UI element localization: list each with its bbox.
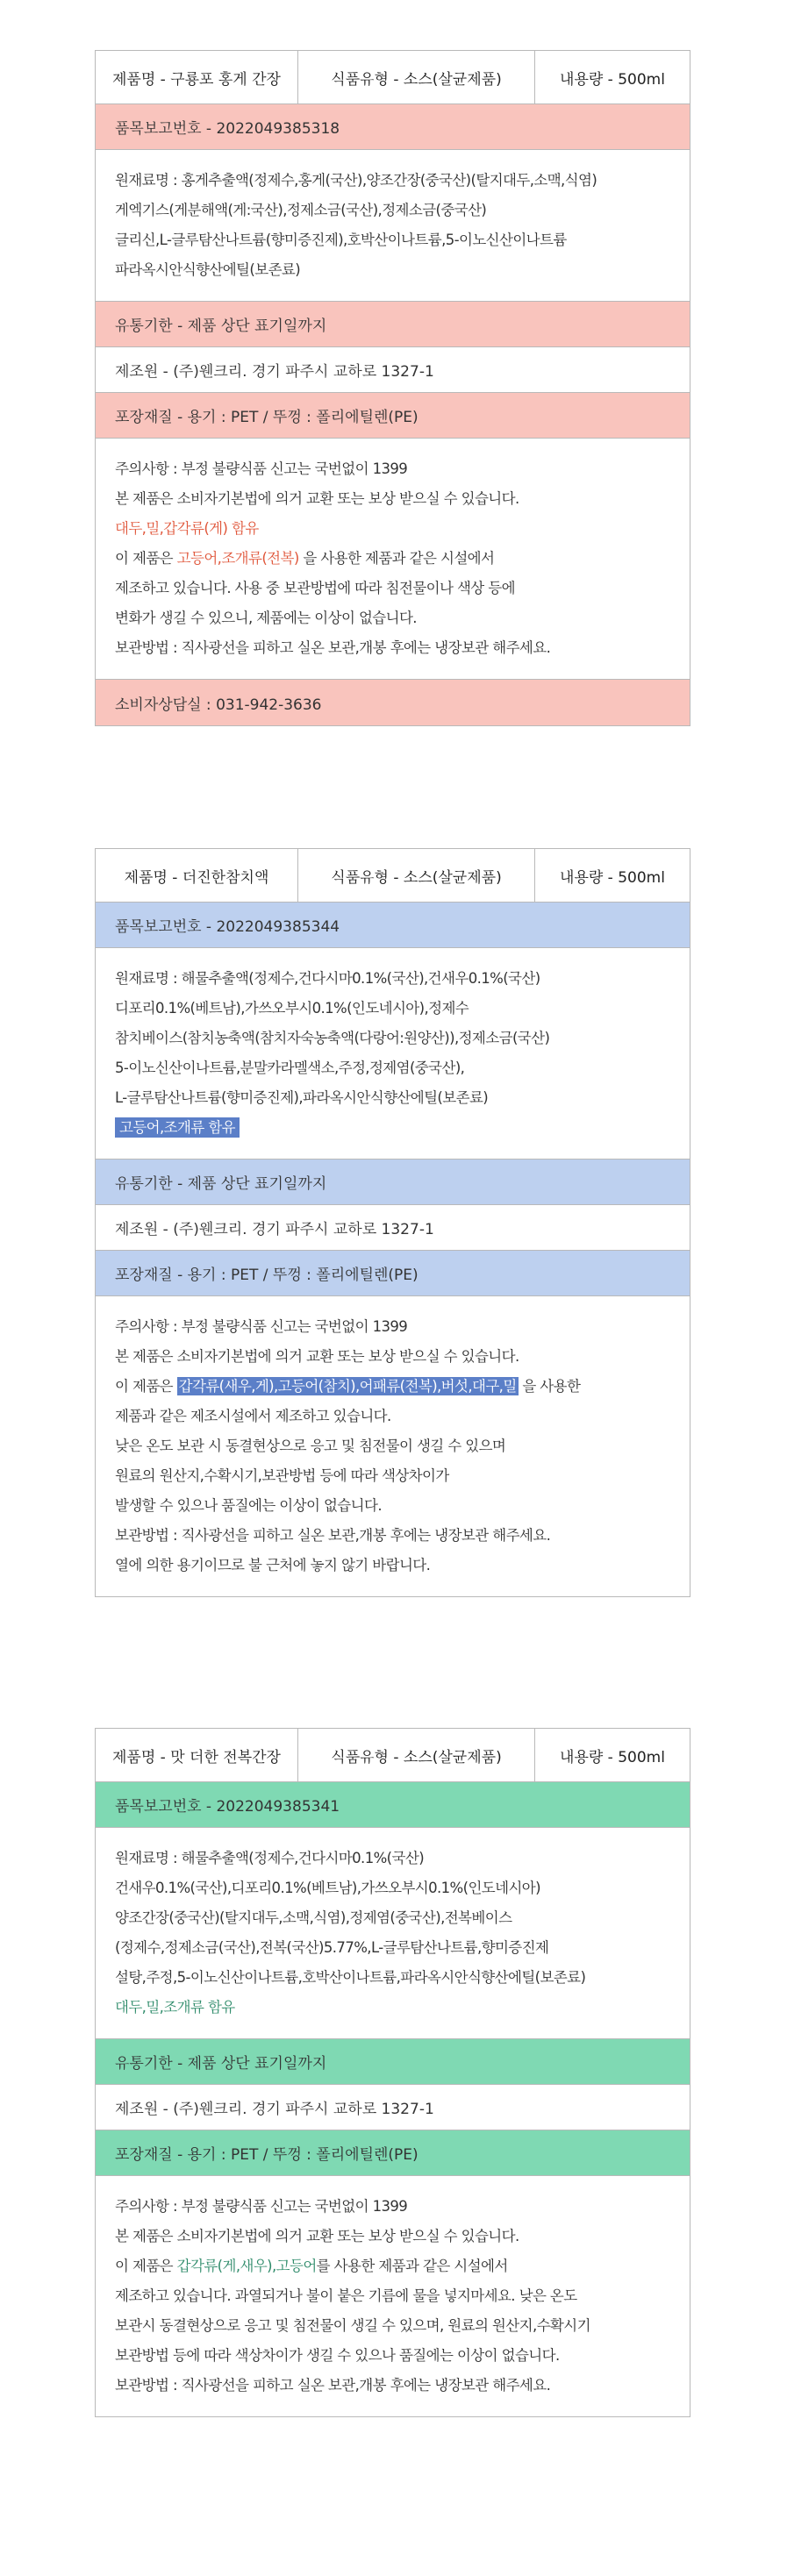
ingredient-line: 글리신,L-글루탐산나트륨(향미증진제),호박산이나트륨,5-이노신산이나트륨 [115,232,567,248]
ingredients-section [96,150,690,302]
allergen-tag: 고등어,조개류 함유 [115,1117,240,1138]
packaging-material: 포장재질 - 용기 : PET / 뚜껑 : 폴리에틸렌(PE) [96,2130,690,2176]
notice-line: 원료의 원산지,수확시기,보관방법 등에 따라 색상차이가 [115,1467,449,1484]
volume: 내용량 - 500ml [560,70,665,89]
ingredient-line: 디포리0.1%(베트남),가쓰오부시0.1%(인도네시아),정제수 [115,1000,469,1017]
allergen-highlight: 갑각류(게,새우),고등어 [176,2258,317,2274]
expiry-date: 유통기한 - 제품 상단 표기일까지 [96,1160,690,1205]
notice-line: 발생할 수 있으나 품질에는 이상이 없습니다. [115,1497,382,1514]
report-number: 품목보고번호 - 2022049385318 [96,104,690,150]
storage-line: 보관방법 : 직사광선을 피하고 실온 보관,개봉 후에는 냉장보관 해주세요. [115,639,551,656]
notice-text: 이 제품은 [115,1378,177,1395]
product-label-2 [95,848,690,1597]
ingredients-section [96,1828,690,2039]
notice-section [96,1296,690,1596]
notice-line: 보관방법 등에 따라 색상차이가 생길 수 있으나 품질에는 이상이 없습니다. [115,2347,560,2364]
notice-text: 을 사용한 제품과 같은 시설에서 [298,550,495,567]
notice-line: 제조하고 있습니다. 과열되거나 불이 붙은 기름에 물을 넣지마세요. 낮은 온도 [115,2287,577,2304]
ingredient-line: 파라옥시안식향산에틸(보존료) [115,261,301,278]
label-header [96,849,690,903]
ingredient-line: 양조간장(중국산)(탈지대두,소맥,식염),정제염(중국산),전복베이스 [115,1909,512,1926]
ingredient-line: (정제수,정제소금(국산),전복(국산)5.77%,L-글루탐산나트륨,향미증진제 [115,1939,549,1956]
manufacturer: 제조원 - (주)웬크리. 경기 파주시 교하로 1327-1 [96,347,690,393]
product-label-3 [95,1728,690,2417]
product-name: 제품명 - 구룡포 홍게 간장 [96,51,298,103]
allergen-highlight: 갑각류(새우,게),고등어(참치),어패류(전복),버섯,대구,밀 [178,1378,517,1395]
notice-line: 본 제품은 소비자기본법에 의거 교환 또는 보상 받으실 수 있습니다. [115,2228,519,2244]
ingredient-line: 5-이노신산이나트륨,분말카라멜색소,주정,정제염(중국산), [115,1060,465,1076]
notice-line: 보관시 동결현상으로 응고 및 침전물이 생길 수 있으며, 원료의 원산지,수확시기 [115,2317,590,2334]
manufacturer: 제조원 - (주)웬크리. 경기 파주시 교하로 1327-1 [96,1205,690,1251]
ingredient-line: 건새우0.1%(국산),디포리0.1%(베트남),가쓰오부시0.1%(인도네시아) [115,1880,540,1896]
notice-line: 변화가 생길 수 있으니, 제품에는 이상이 없습니다. [115,610,417,626]
volume: 내용량 - 500ml [560,1748,665,1766]
notice-line: 주의사항 : 부정 불량식품 신고는 국번없이 1399 [115,460,408,477]
notice-line: 주의사항 : 부정 불량식품 신고는 국번없이 1399 [115,2198,408,2215]
storage-line: 보관방법 : 직사광선을 피하고 실온 보관,개봉 후에는 냉장보관 해주세요. [115,2377,551,2394]
notice-text: 이 제품은 [115,2258,177,2274]
ingredient-line: 원재료명 : 해물추출액(정제수,건다시마0.1%(국산),건새우0.1%(국산) [115,970,540,987]
packaging-material: 포장재질 - 용기 : PET / 뚜껑 : 폴리에틸렌(PE) [96,393,690,439]
notice-line [115,2251,679,2281]
notice-line [115,1372,679,1402]
product-name: 제품명 - 맛 더한 전복간장 [96,1729,298,1781]
consumer-hotline: 소비자상담실 : 031-942-3636 [96,680,690,725]
notice-line: 제품과 같은 제조시설에서 제조하고 있습니다. [115,1408,391,1424]
notice-line [115,544,679,574]
notice-line: 낮은 온도 보관 시 동결현상으로 응고 및 침전물이 생길 수 있으며 [115,1438,506,1454]
product-name: 제품명 - 더진한참치액 [96,849,298,902]
expiry-date: 유통기한 - 제품 상단 표기일까지 [96,302,690,347]
notice-line: 본 제품은 소비자기본법에 의거 교환 또는 보상 받으실 수 있습니다. [115,490,519,507]
notice-section [96,439,690,680]
ingredient-line: 설탕,주정,5-이노신산이나트륨,호박산이나트륨,파라옥시안식향산에틸(보존료) [115,1969,586,1986]
food-type: 식품유형 - 소스(살균제품) [298,1729,535,1781]
notice-line: 주의사항 : 부정 불량식품 신고는 국번없이 1399 [115,1318,408,1335]
allergen-notice: 대두,밀,갑각류(게) 함유 [115,520,259,537]
notice-line: 제조하고 있습니다. 사용 중 보관방법에 따라 침전물이나 색상 등에 [115,580,515,596]
label-header [96,1729,690,1782]
storage-line: 보관방법 : 직사광선을 피하고 실온 보관,개봉 후에는 냉장보관 해주세요. [115,1527,551,1544]
allergen-line: 대두,밀,조개류 함유 [115,1999,235,2016]
ingredient-line: 원재료명 : 해물추출액(정제수,건다시마0.1%(국산) [115,1850,425,1866]
notice-section [96,2176,690,2416]
ingredient-line: L-글루탐산나트륨(향미증진제),파라옥시안식향산에틸(보존료) [115,1089,489,1106]
food-type: 식품유형 - 소스(살균제품) [298,51,535,103]
ingredients-section [96,948,690,1160]
notice-text: 이 제품은 [115,550,177,567]
report-number: 품목보고번호 - 2022049385341 [96,1782,690,1828]
manufacturer: 제조원 - (주)웬크리. 경기 파주시 교하로 1327-1 [96,2085,690,2130]
notice-text: 를 사용한 제품과 같은 시설에서 [316,2258,508,2274]
ingredient-line: 원재료명 : 홍게추출액(정제수,홍게(국산),양조간장(중국산)(탈지대두,소맥,식염) [115,172,597,189]
food-type: 식품유형 - 소스(살균제품) [298,849,535,902]
packaging-material: 포장재질 - 용기 : PET / 뚜껑 : 폴리에틸렌(PE) [96,1251,690,1296]
notice-line: 열에 의한 용기이므로 불 근처에 놓지 않기 바랍니다. [115,1557,431,1573]
report-number: 품목보고번호 - 2022049385344 [96,903,690,948]
expiry-date: 유통기한 - 제품 상단 표기일까지 [96,2039,690,2085]
allergen-highlight: 고등어,조개류(전복) [176,550,299,567]
label-header [96,51,690,104]
allergen-line [115,1113,679,1143]
volume: 내용량 - 500ml [560,868,665,887]
notice-text: 을 사용한 [518,1378,581,1395]
product-label-1 [95,50,690,726]
ingredient-line: 게엑기스(게분해액(게:국산),정제소금(국산),정제소금(중국산) [115,202,487,218]
ingredient-line: 참치베이스(참치농축액(참치자숙농축액(다랑어:원양산)),정제소금(국산) [115,1030,550,1046]
notice-line: 본 제품은 소비자기본법에 의거 교환 또는 보상 받으실 수 있습니다. [115,1348,519,1365]
